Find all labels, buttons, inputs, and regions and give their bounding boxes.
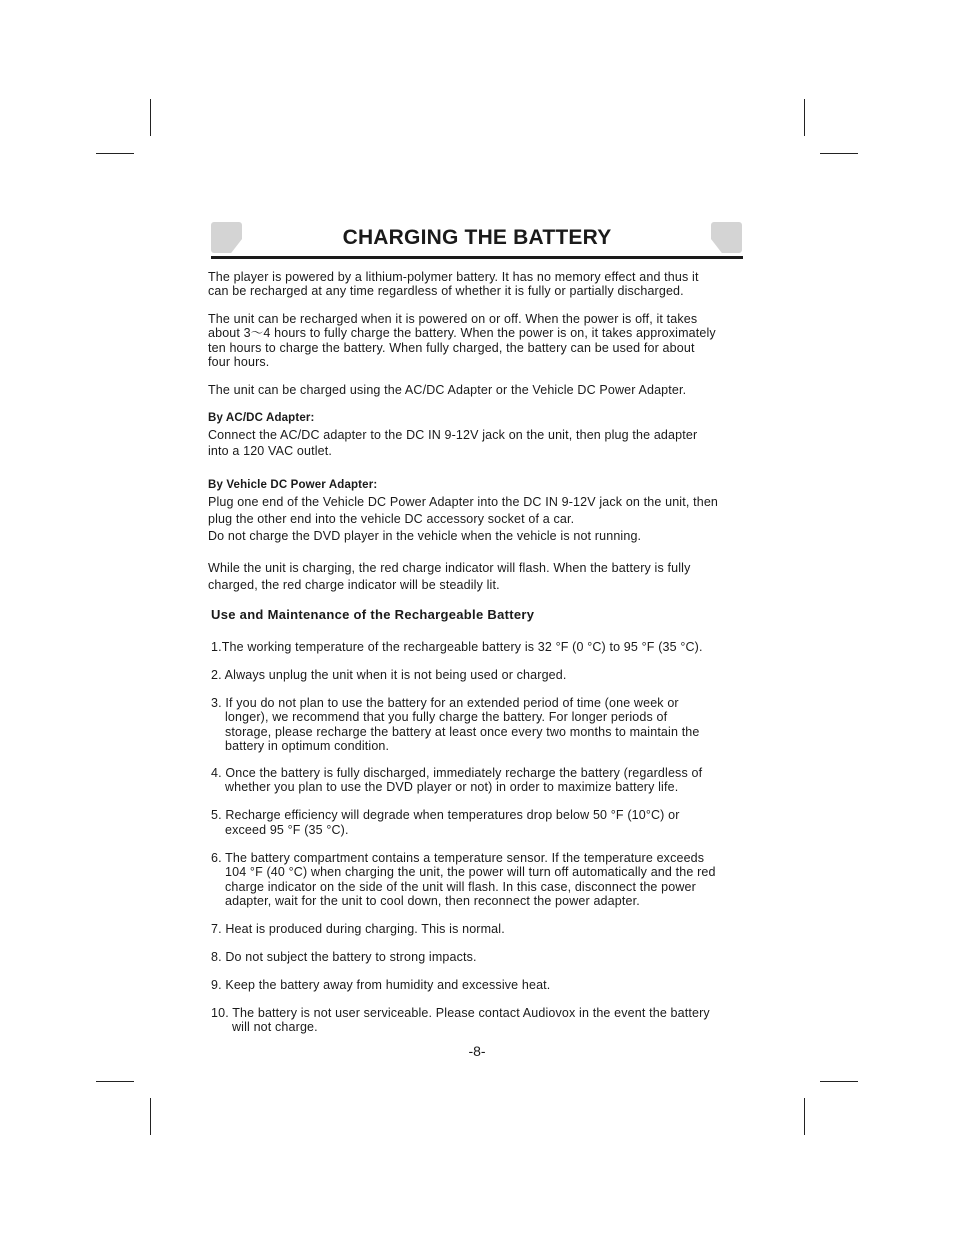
charging-note: [208, 560, 690, 594]
maintenance-item-8: [211, 950, 477, 964]
maintenance-item-1: [211, 640, 703, 654]
intro-paragraph-1: [208, 270, 699, 299]
text-line: storage, please recharge the battery at least once every two months to maintain the: [225, 724, 700, 739]
text-line: 6. The battery compartment contains a temperature sensor. If the temperature exceeds: [211, 851, 705, 865]
text-line: will not charge.: [232, 1020, 318, 1035]
text-line: While the unit is charging, the red charge indicator will flash. When the battery is fully: [208, 561, 691, 575]
maintenance-item-3: [211, 696, 700, 753]
maintenance-item-6: [211, 851, 716, 908]
text-line: charged, the red charge indicator will be steadily lit.: [208, 578, 500, 592]
text-line: 8. Do not subject the battery to strong impacts.: [211, 950, 477, 964]
text-line: 1.The working temperature of the rechargeable battery is 32 °F (0 °C) to 95 °F (35 °C).: [211, 640, 703, 654]
text-line: Connect the AC/DC adapter to the DC IN 9-12V jack on the unit, then plug the adapter: [208, 428, 698, 443]
text-line: charge indicator on the side of the unit will flash. In this case, disconnect the power: [225, 879, 696, 894]
text-line: whether you plan to use the DVD player or not) in order to maximize battery life.: [225, 780, 679, 795]
vehicle-section: [208, 477, 718, 545]
crop-mark: [150, 1098, 151, 1135]
text-line: 9. Keep the battery away from humidity and excessive heat.: [211, 978, 551, 992]
text-line: 7. Heat is produced during charging. This is normal.: [211, 922, 505, 936]
intro-paragraph-2: [208, 312, 716, 369]
text-line: about 3～4 hours to fully charge the battery. When the power is on, it takes approximately: [208, 326, 716, 341]
text-line: 5. Recharge efficiency will degrade when temperatures drop below 50 °F (10°C) or: [211, 808, 680, 822]
text-line: Plug one end of the Vehicle DC Power Adapter into the DC IN 9-12V jack on the unit, then: [208, 495, 719, 509]
crop-mark: [96, 153, 134, 154]
maintenance-item-9: [211, 978, 550, 992]
text-line: four hours.: [208, 354, 270, 369]
vehicle-heading: By Vehicle DC Power Adapter:: [208, 479, 378, 491]
maintenance-item-2: [211, 668, 567, 682]
text-line: ten hours to charge the battery. When fully charged, the battery can be used for about: [208, 340, 695, 355]
text-line: longer), we recommend that you fully charge the battery. For longer periods of: [225, 710, 668, 725]
text-line: The unit can be charged using the AC/DC Adapter or the Vehicle DC Power Adapter.: [208, 383, 687, 397]
page-number: -8-: [468, 1043, 486, 1059]
text-line: 3. If you do not plan to use the battery for an extended period of time (one week or: [211, 696, 679, 710]
text-line: adapter, wait for the unit to cool down, then reconnect the power adapter.: [225, 893, 640, 908]
maintenance-item-10: [211, 1006, 710, 1035]
crop-mark: [150, 99, 151, 136]
text-line: 2. Always unplug the unit when it is not being used or charged.: [211, 668, 567, 682]
acdc-heading: By AC/DC Adapter:: [208, 412, 315, 424]
page-title: CHARGING THE BATTERY: [342, 226, 612, 249]
acdc-section: [208, 411, 697, 459]
text-line: exceed 95 °F (35 °C).: [225, 823, 349, 837]
text-line: The unit can be recharged when it is powered on or off. When the power is off, it takes: [208, 312, 698, 326]
text-line: into a 120 VAC outlet.: [208, 444, 332, 459]
text-line: The player is powered by a lithium-polymer battery. It has no memory effect and thus it: [208, 270, 699, 284]
text-line: can be recharged at any time regardless of whether it is fully or partially discharged.: [208, 284, 684, 299]
crop-mark: [804, 99, 805, 136]
text-line: 4. Once the battery is fully discharged, immediately recharge the battery (regardless of: [211, 766, 703, 780]
text-line: 104 °F (40 °C) when charging the unit, the power will turn off automatically and the red: [225, 865, 716, 880]
text-line: plug the other end into the vehicle DC accessory socket of a car.: [208, 512, 575, 526]
header-tab-decoration: [211, 222, 242, 253]
crop-mark: [804, 1098, 805, 1135]
crop-mark: [820, 153, 858, 154]
text-line: Do not charge the DVD player in the vehicle when the vehicle is not running.: [208, 529, 642, 543]
maintenance-heading: Use and Maintenance of the Rechargeable Battery: [211, 607, 535, 622]
header-tab-decoration: [711, 222, 742, 253]
text-line: 10. The battery is not user serviceable. Please contact Audiovox in the event the battery: [211, 1006, 710, 1020]
maintenance-item-7: [211, 922, 505, 936]
crop-mark: [820, 1081, 858, 1082]
maintenance-item-5: [211, 808, 680, 838]
text-line: battery in optimum condition.: [225, 738, 390, 753]
title-underline: [211, 256, 743, 259]
maintenance-item-4: [211, 766, 702, 795]
crop-mark: [96, 1081, 134, 1082]
intro-paragraph-3: [208, 383, 686, 397]
